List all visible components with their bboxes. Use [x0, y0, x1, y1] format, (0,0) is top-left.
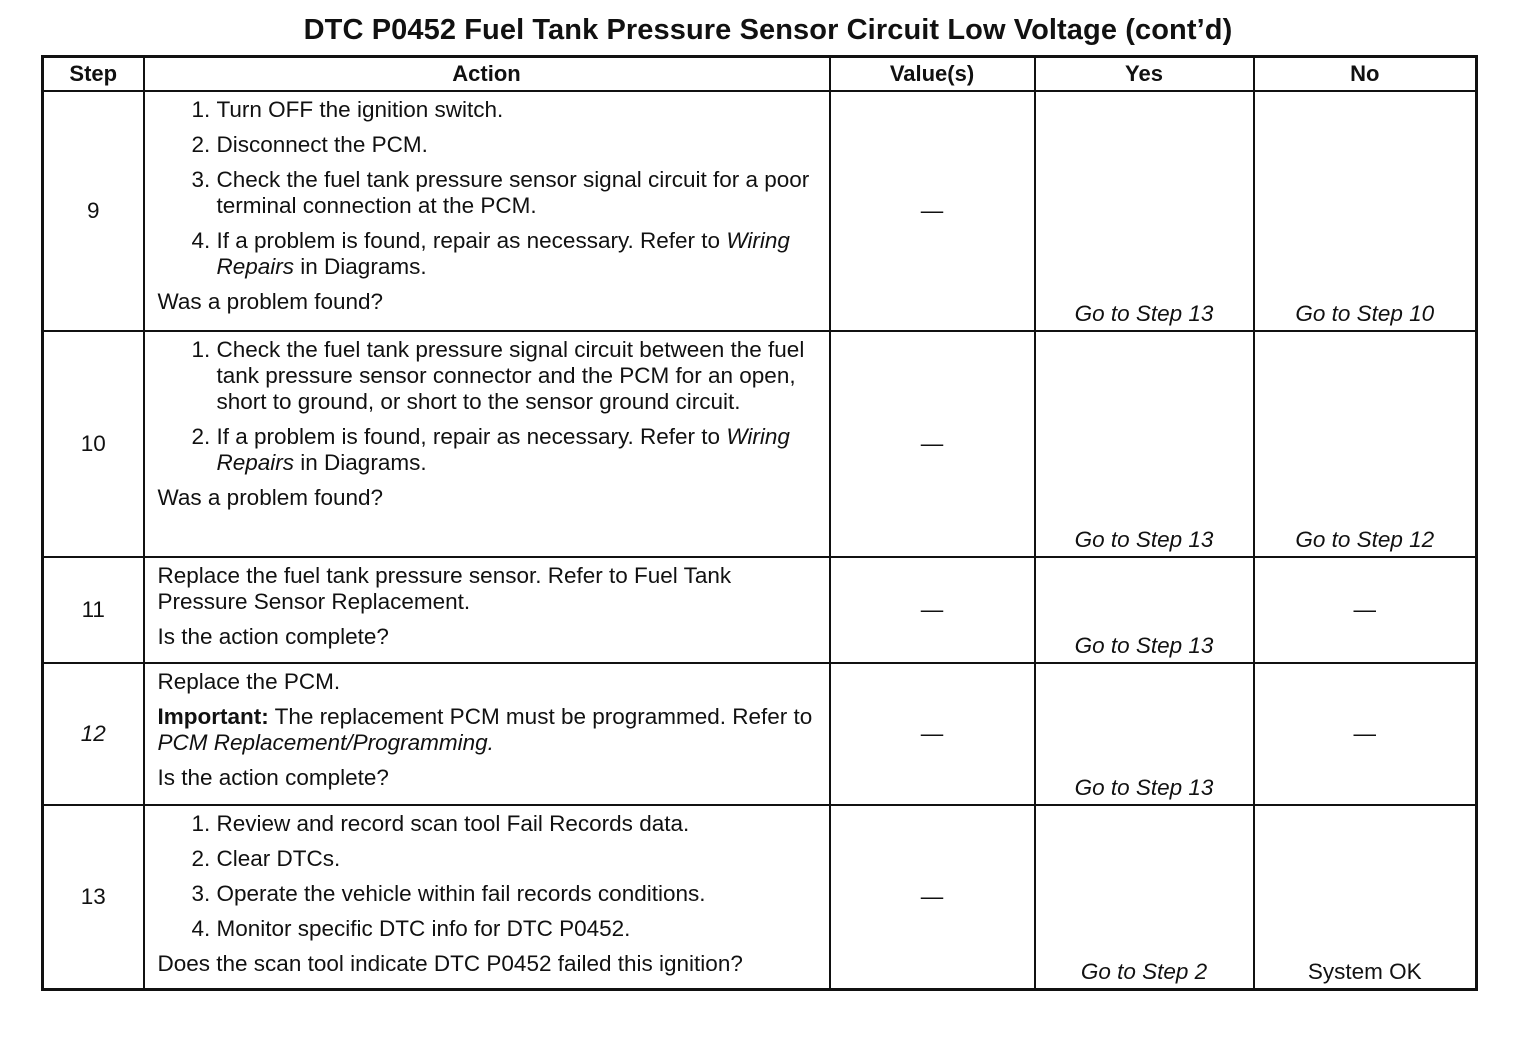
important-text: The replacement PCM must be programmed. Refer to — [268, 704, 813, 729]
important-note — [158, 704, 821, 756]
header-values: Value(s) — [830, 57, 1035, 92]
no-cell: — — [1254, 663, 1477, 805]
header-action: Action — [144, 57, 830, 92]
action-item — [217, 424, 821, 476]
action-item: 4. Monitor specific DTC info for DTC P0452. — [217, 916, 821, 942]
table-row — [43, 805, 1477, 990]
question: Is the action complete? — [157, 624, 389, 649]
table-row — [43, 331, 1477, 557]
header-step: Step — [43, 57, 144, 92]
yes-cell: Go to Step 13 — [1035, 331, 1254, 557]
no-cell: — — [1254, 557, 1477, 663]
diagnostic-table — [41, 55, 1478, 991]
header-yes: Yes — [1035, 57, 1254, 92]
value-cell: — — [830, 805, 1035, 990]
table-row — [43, 557, 1477, 663]
question: Is the action complete? — [157, 765, 389, 790]
no-cell: Go to Step 12 — [1254, 331, 1477, 557]
page-title: DTC P0452 Fuel Tank Pressure Sensor Circuit Low Voltage (cont’d) — [303, 14, 1233, 46]
value-cell: — — [830, 331, 1035, 557]
action-item: 1. Check the fuel tank pressure signal circuit between the fuel tank pressure sensor connector and the PCM for an open, short to ground, or short to the sensor ground circuit. — [217, 337, 821, 415]
step-number: 11 — [43, 557, 144, 663]
action-list — [158, 337, 821, 476]
action-cell — [144, 91, 830, 331]
step-number: 9 — [43, 91, 144, 331]
yes-cell: Go to Step 13 — [1035, 557, 1254, 663]
value-cell: — — [830, 91, 1035, 331]
action-item: 3. Check the fuel tank pressure sensor signal circuit for a poor terminal connection at the PCM. — [217, 167, 821, 219]
action-item — [217, 228, 821, 280]
table-row — [43, 663, 1477, 805]
step-number: 13 — [43, 805, 144, 990]
yes-cell: Go to Step 13 — [1035, 663, 1254, 805]
header-row — [43, 57, 1477, 92]
action-list — [158, 811, 821, 942]
yes-cell: Go to Step 2 — [1035, 805, 1254, 990]
action-list — [158, 97, 821, 280]
step-number: 10 — [43, 331, 144, 557]
no-cell: System OK — [1254, 805, 1477, 990]
action-item: 1. Review and record scan tool Fail Records data. — [217, 811, 821, 837]
action-text: Replace the fuel tank pressure sensor. Refer to Fuel Tank Pressure Sensor Replacement. — [157, 563, 732, 614]
action-text: in Diagrams. — [294, 254, 427, 279]
no-cell: Go to Step 10 — [1254, 91, 1477, 331]
step-number: 12 — [43, 663, 144, 805]
action-item: 1. Turn OFF the ignition switch. — [217, 97, 821, 123]
header-no: No — [1254, 57, 1477, 92]
reference-link-text: Wiring Repairs — [216, 228, 790, 279]
yes-cell: Go to Step 13 — [1035, 91, 1254, 331]
reference-link-text: Wiring Repairs — [216, 424, 790, 475]
action-text: in Diagrams. — [294, 450, 427, 475]
action-cell — [144, 557, 830, 663]
action-text: Replace the PCM. — [157, 669, 341, 694]
question: Was a problem found? — [157, 289, 384, 314]
question: Does the scan tool indicate DTC P0452 failed this ignition? — [157, 951, 743, 976]
action-text: If a problem is found, repair as necessary. Refer to — [216, 424, 727, 449]
action-cell — [144, 805, 830, 990]
action-cell — [144, 331, 830, 557]
reference-link-text: PCM Replacement/Programming. — [157, 730, 494, 755]
action-item: 3. Operate the vehicle within fail records conditions. — [217, 881, 821, 907]
question: Was a problem found? — [157, 485, 384, 510]
table-row — [43, 91, 1477, 331]
action-item: 2. Disconnect the PCM. — [217, 132, 821, 158]
action-cell — [144, 663, 830, 805]
important-label: Important: — [157, 704, 269, 729]
value-cell: — — [830, 557, 1035, 663]
value-cell: — — [830, 663, 1035, 805]
action-text: If a problem is found, repair as necessary. Refer to — [216, 228, 727, 253]
action-item: 2. Clear DTCs. — [217, 846, 821, 872]
